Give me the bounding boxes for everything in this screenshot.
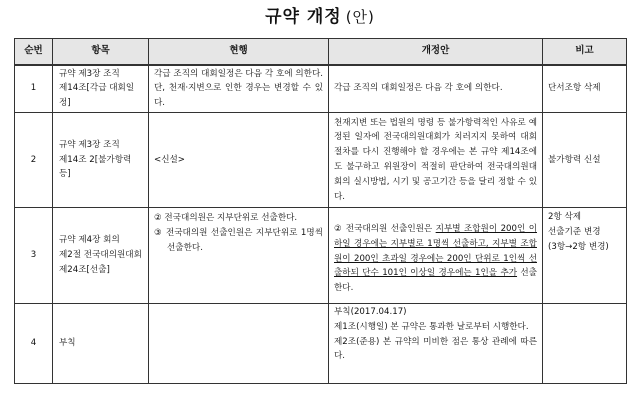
note-line: 선출기준 변경: [548, 226, 601, 237]
proposed-line: 부칙(2017.04.17): [334, 307, 407, 317]
item-line: 규약 제3장 조직: [59, 68, 120, 79]
proposed-underlined: 지부별 조합원이 200인 이하일 경우에는 지부별로 1명씩 선출하고, 지부별 조합원이 200인 초과일 경우에는 200인 단위로 1인씩 선출하되 단수 101인 이상일 경우에는 1인을 추가: [334, 224, 537, 279]
row-number: 3: [15, 208, 53, 304]
item-line: 제14조[각급 대회일정]: [59, 83, 135, 109]
header-note: 비고: [543, 39, 627, 65]
row-number: 2: [15, 113, 53, 208]
row-current: [149, 208, 329, 304]
table-row: [15, 208, 627, 304]
row-proposed: 각급 조직의 대회일정은 다음 각 호에 의한다.: [329, 65, 543, 113]
table-row: [15, 65, 627, 113]
header-proposed: 개정안: [329, 39, 543, 65]
revision-table: [14, 38, 627, 384]
row-item: [53, 208, 149, 304]
header-item: 항목: [53, 39, 149, 65]
row-note: [543, 304, 627, 384]
item-line: 규약 제3장 조직: [59, 139, 120, 150]
row-proposed: [329, 304, 543, 384]
row-proposed: [329, 208, 543, 304]
page-title: [0, 4, 640, 30]
title-suffix: (안): [345, 8, 375, 26]
row-item: [53, 113, 149, 208]
note-line: 2항 삭제: [548, 212, 582, 222]
note-line: (3항→2항 변경): [548, 241, 609, 252]
row-current: [149, 304, 329, 384]
row-current: 각급 조직의 대회일정은 다음 각 호에 의한다. 단, 천재·지변으로 인한 경우는 변경할 수 있다.: [149, 65, 329, 113]
header-no: 순번: [15, 39, 53, 65]
row-proposed: 천재지변 또는 법원의 명령 등 불가항력적인 사유로 예정된 일자에 전국대의원대회가 치러지지 못하여 대회절차를 다시 진행해야 할 경우에는 본 규약 제14조에도 불구하고 위원장이 적절히 판단하여 전국대의원대회의 실시방법, 시기 및 공고기간 등을 달리 정할 수 있다.: [329, 113, 543, 208]
title-main: 규약 개정: [265, 7, 342, 27]
item-line: 제2절 전국대의원대회: [59, 250, 142, 261]
row-number: 4: [15, 304, 53, 384]
proposed-line: 제2조(준용) 본 규약의 미비한 점은 통상 관례에 따른다.: [334, 336, 537, 362]
table-row: [15, 113, 627, 208]
item-line: 제14조 2[불가항력 등]: [59, 154, 132, 180]
proposed-line: 제1조(시행일) 본 규약은 통과한 날로부터 시행한다.: [334, 321, 529, 332]
item-line: 규약 제4장 회의: [59, 235, 120, 246]
item-line: 부칙: [59, 338, 76, 349]
row-note: 단서조항 삭제: [543, 65, 627, 113]
current-clause: ③ 전국대의원 선출인원은 지부단위로 1명씩 선출한다.: [154, 227, 323, 253]
row-note: [543, 208, 627, 304]
row-item: [53, 65, 149, 113]
proposed-prefix: ② 전국대의원 선출인원은: [334, 224, 436, 234]
header-row: [15, 39, 627, 65]
row-item: [53, 304, 149, 384]
current-clause: ② 전국대의원은 지부단위로 선출한다.: [154, 213, 298, 223]
row-number: 1: [15, 65, 53, 113]
row-note: 불가항력 신설: [543, 113, 627, 208]
row-current: <신설>: [149, 113, 329, 208]
proposed-suffix: 선출한다.: [334, 268, 537, 294]
header-current: 현행: [149, 39, 329, 65]
table-row: [15, 304, 627, 384]
item-line: 제24조[선출]: [59, 264, 110, 275]
